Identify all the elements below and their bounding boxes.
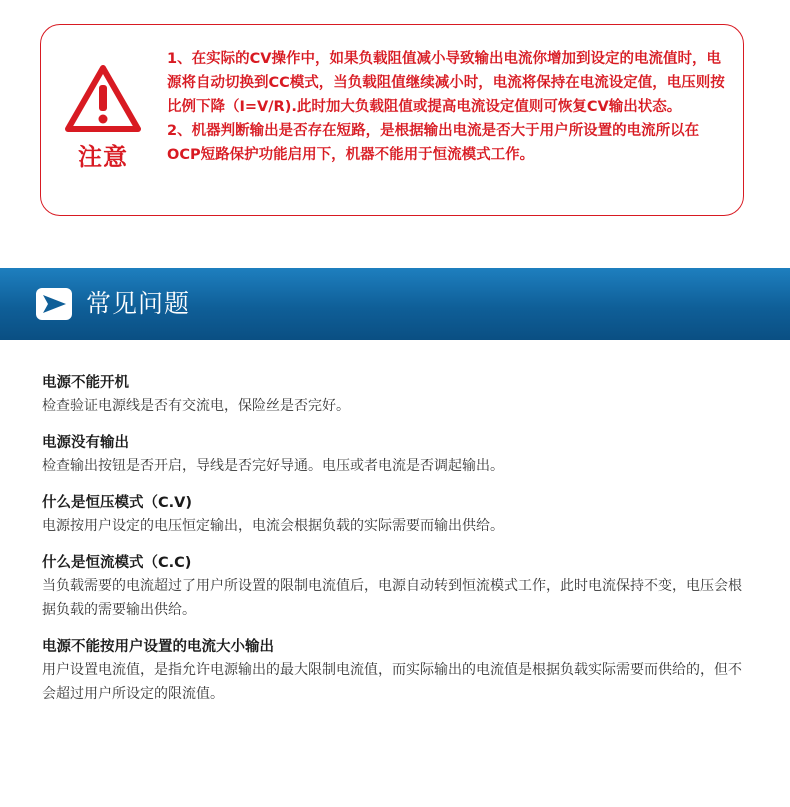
- warning-label: 注意: [78, 143, 128, 171]
- section-title: 常见问题: [86, 289, 191, 318]
- section-banner: [0, 268, 790, 340]
- faq-question: 电源不能开机: [42, 375, 129, 391]
- faq-answer: 当负载需要的电流超过了用户所设置的限制电流值后，电源自动转到恒流模式工作，此时电流保持不变，电压会根据负载的需要输出供给。: [42, 578, 742, 618]
- faq-answer: 检查输出按钮是否开启，导线是否完好导通。电压或者电流是否调起输出。: [42, 458, 504, 474]
- warning-text: [167, 47, 727, 167]
- faq-item: [42, 432, 750, 478]
- warning-triangle-icon: [65, 65, 141, 133]
- faq-answer: 用户设置电流值，是指允许电源输出的最大限制电流值，而实际输出的电流值是根据负载实际需要而供给的，但不会超过用户所设定的限流值。: [42, 662, 742, 702]
- arrow-right-icon: [36, 288, 72, 320]
- faq-question: 什么是恒流模式（C.C): [42, 555, 192, 571]
- faq-question: 电源没有输出: [42, 435, 129, 451]
- warning-paragraph-1: 1、在实际的CV操作中，如果负载阻值减小导致输出电流你增加到设定的电流值时，电源将自动切换到CC模式，当负载阻值继续减小时，电流将保持在电流设定值，电压则按比例下降（I=V/R).此时加大负载阻值或提高电流设定值则可恢复CV输出状态。: [167, 51, 725, 115]
- faq-answer: 电源按用户设定的电压恒定输出，电流会根据负载的实际需要而输出供给。: [42, 518, 504, 534]
- faq-list: [42, 372, 750, 720]
- faq-question: 什么是恒压模式（C.V): [42, 495, 192, 511]
- warning-paragraph-2: 2、机器判断输出是否存在短路，是根据输出电流是否大于用户所设置的电流所以在OCP短路保护功能启用下，机器不能用于恒流模式工作。: [167, 123, 700, 163]
- warning-box: [40, 24, 744, 216]
- faq-item: [42, 492, 750, 538]
- faq-item: [42, 636, 750, 706]
- faq-answer: 检查验证电源线是否有交流电，保险丝是否完好。: [42, 398, 350, 414]
- faq-question: 电源不能按用户设置的电流大小输出: [42, 639, 274, 655]
- faq-item: [42, 552, 750, 622]
- faq-item: [42, 372, 750, 418]
- warning-badge: [65, 65, 141, 177]
